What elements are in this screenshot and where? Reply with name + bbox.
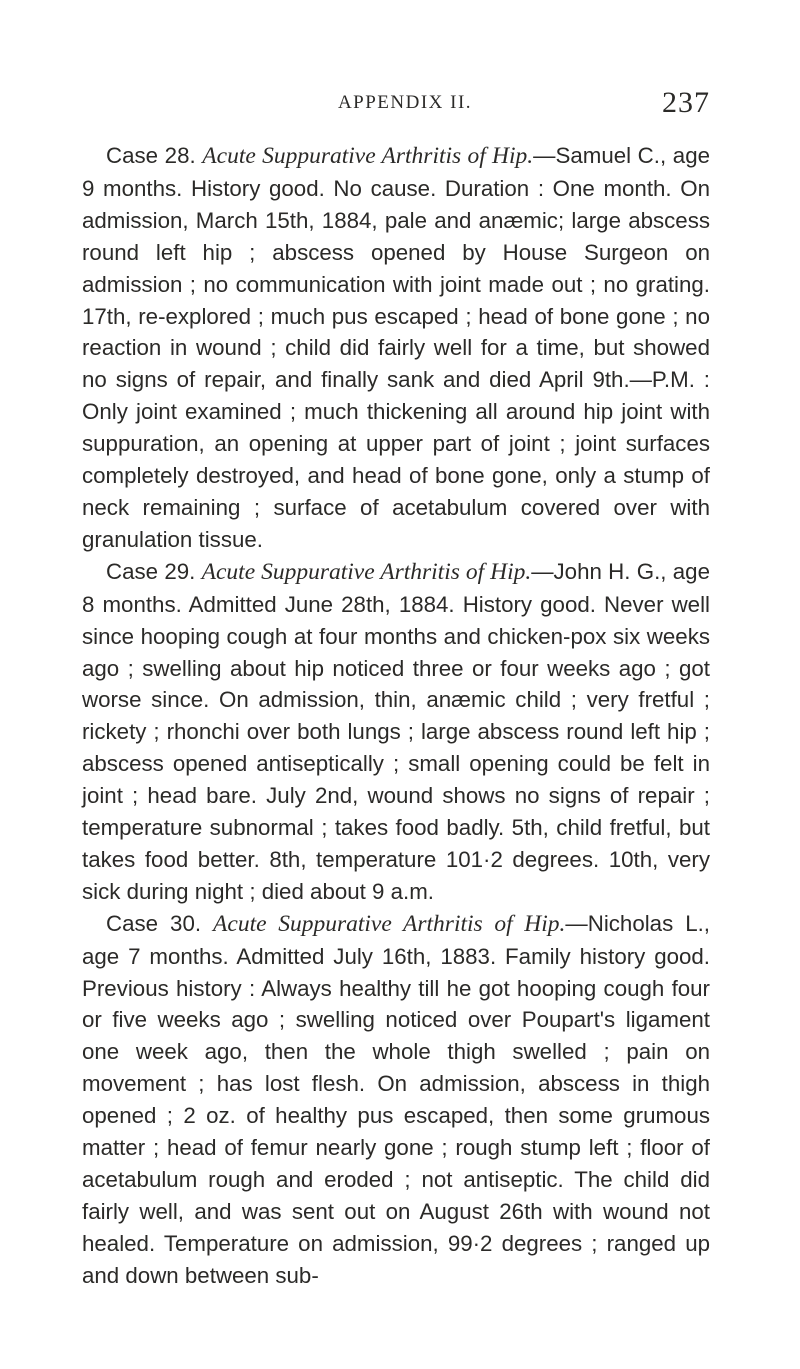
case-label: Case 30. <box>106 910 202 936</box>
running-title: APPENDIX II. <box>337 92 473 113</box>
case-text: —John H. G., age 8 months. Admitted June 28th, 1884. History good. Never well since hooping cough at four months and chicken-pox six weeks ago ; swelling about hip noticed three or four weeks ago ; got worse since. On admission, thin, anæmic child ; very fretful ; rickety ; rhonchi over both lungs ; large abscess round left hip ; abscess opened antiseptically ; small opening could be felt in joint ; head bare. July 2nd, wound shows no signs of repair ; temperature subnormal ; takes food badly. 5th, child fretful, but takes food better. 8th, temperature 101·2 degrees. 10th, very sick during night ; died about 9 a.m. <box>82 558 710 904</box>
case-text: —Nicholas L., age 7 months. Admitted July 16th, 1883. Family history good. Previous history : Always healthy till he got hooping cough four or five weeks ago ; swelling noticed over Poupart's ligament one week ago, then the whole thigh swelled ; pain on movement ; has lost flesh. On admission, abscess in thigh opened ; 2 oz. of healthy pus escaped, then some grumous matter ; head of femur nearly gone ; rough stump left ; floor of acetabulum rough and eroded ; not antiseptic. The child did fairly well, and was sent out on August 26th with wound not healed. Temperature on admission, 99·2 degrees ; ranged up and down between sub- <box>82 910 711 1288</box>
case-title: Acute Suppurative Arthritis of Hip. <box>201 558 532 585</box>
case-label: Case 29. <box>106 558 196 584</box>
case-paragraph <box>82 908 710 1292</box>
case-paragraph <box>82 556 710 908</box>
running-head <box>100 86 710 126</box>
case-text: —Samuel C., age 9 months. History good. No cause. Duration : One month. On admission, March 15th, 1884, pale and anæmic; large abscess round left hip ; abscess opened by House Surgeon on admission ; no communication with joint made out ; no grating. 17th, re-explored ; much pus escaped ; head of bone gone ; no reaction in wound ; child did fairly well for a time, but showed no signs of repair, and finally sank and died April 9th.—P.M. : Only joint examined ; much thickening all around hip joint with suppuration, an opening at upper part of joint ; joint surfaces completely destroyed, and head of bone gone, only a stump of neck remaining ; surface of acetabulum covered over with granulation tissue. <box>82 143 710 552</box>
case-paragraph <box>82 140 710 556</box>
page-number: 237 <box>662 86 710 119</box>
case-title: Acute Suppurative Arthritis of Hip. <box>213 910 566 937</box>
case-label: Case 28. <box>106 143 196 168</box>
body-text <box>82 140 710 1292</box>
case-title: Acute Suppurative Arthritis of Hip. <box>202 143 534 169</box>
